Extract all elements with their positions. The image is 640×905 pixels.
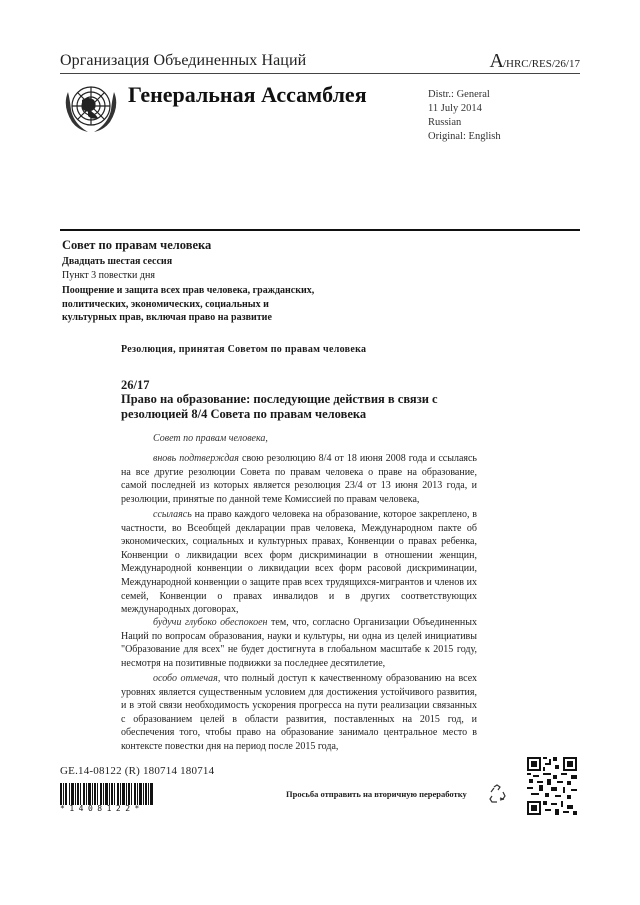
symbol-rest: /HRC/RES/26/17 [502,58,580,70]
paragraph-text: что полный доступ к качественному образованию на всех уровнях является существенным условием для достижения устойчивого развития, и в этой связи необходимость ускорения прогресса на пути реализации связанных с образованием целей в области развития, поставленных на 2015 год, и обеспечения того, чтобы право на образование занимало центральное место в контексте повестки дня на период после 2015 года, [121,673,477,752]
distr-label: Distr.: General [428,89,490,100]
recycle-text: Просьба отправить на вторичную переработку [286,789,467,799]
distr-original: Original: English [428,131,501,142]
paragraph-2 [121,508,477,617]
header-rule [60,73,580,74]
paragraph-text: свою резолюцию 8/4 от 18 июня 2008 года и ссылаясь на все другие резолюции Совета по правам человека о праве на образование, самой последней из которых является резолюция 23/4 от 13 июня 2013 года, и резолюции, принятые по данной теме Комиссией по правам человека, [121,453,477,505]
document-symbol [490,50,580,73]
agenda-title: Поощрение и защита всех прав человека, гражданских, политических, экономических, социальных и культурных прав, включая право на развитие [62,285,315,323]
paragraph-text: на право каждого человека на образование, которое закреплено, в частности, во Всеобщей декларации прав человека, Международном пакте об экономических, социальных и культурных правах, Конвенции о правах ребенка, Конвенции о ликвидации всех форм дискриминации в отношении женщин, Международной конвенции о ликвидации всех форм расовой дискриминации, Международной конвенции о защите прав всех трудящихся-мигрантов и членов их семей, Конвенции о правах инвалидов и в других соответствующих международных договорах, [121,509,477,616]
session-label: Двадцать шестая сессия [62,256,173,267]
adopted-by: Резолюция, принятая Советом по правам человека [121,344,367,355]
paragraph-lead: Совет по правам человека, [153,433,268,444]
paragraph-lead: будучи глубоко обеспокоен [153,617,268,628]
section-rule [60,229,580,231]
distribution-block [428,88,501,144]
paragraph-lead: вновь подтверждая [153,453,239,464]
un-emblem-icon [60,80,122,136]
paragraph-4 [121,672,477,754]
body-name: Генеральная Ассамблея [128,82,367,107]
job-number: GE.14-08122 (R) 180714 180714 [60,765,215,777]
agenda-item: Пункт 3 повестки дня [62,270,155,281]
paragraph-lead: особо отмечая, [153,673,221,684]
council-name: Совет по правам человека [62,238,212,252]
organization-name: Организация Объединенных Наций [60,52,307,69]
symbol-prefix: A [489,50,503,72]
paragraph-1 [121,452,477,506]
resolution-number: 26/17 [121,378,150,392]
distr-language: Russian [428,117,462,128]
qr-code-icon [527,757,577,815]
paragraph-3 [121,616,477,670]
paragraph-lead: ссылаясь [153,509,192,520]
barcode-icon [60,783,153,805]
distr-date: 11 July 2014 [428,103,482,114]
recycle-icon [486,783,508,805]
barcode-number: *1408122* [60,804,144,813]
paragraph-text: тем, что, согласно Организации Объединенных Наций по вопросам образования, науки и культуры, ни одна из целей инициативы "Образование для всех" не будет достигнута в глобальном масштабе к 2015 году, несмотря на позитивные подвижки за последнее десятилетие, [121,617,477,669]
resolution-title: Право на образование: последующие действия в связи с резолюцией 8/4 Совета по правам человека [121,392,438,421]
paragraph-0 [121,432,477,446]
